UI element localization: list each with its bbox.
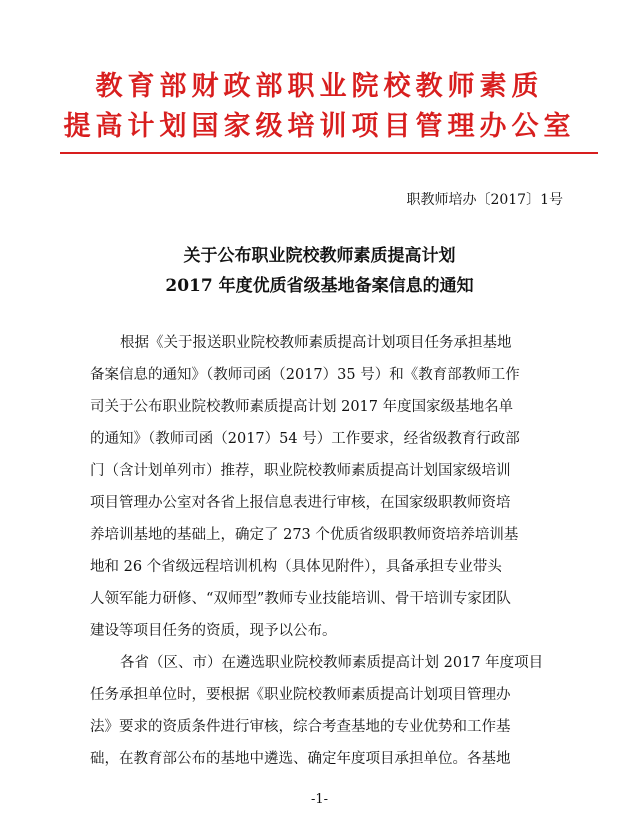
document-title-line-1: 关于公布职业院校教师素质提高计划 (183, 246, 456, 266)
body-line: 备案信息的通知》（教师司函（2017）35 号）和《教育部教师工作 (90, 367, 520, 383)
body-line: 的通知》（教师司函（2017）54 号）工作要求，经省级教育行政部 (90, 431, 520, 447)
body-line: 根据《关于报送职业院校教师素质提高计划项目任务承担基地 (120, 335, 512, 351)
body-line: 人领军能力研修、“双师型”教师专业技能培训、骨干培训专家团队 (90, 591, 511, 607)
body-line: 各省（区、市）在遴选职业院校教师素质提高计划 2017 年度项目 (120, 655, 544, 671)
letterhead-rule (60, 152, 598, 154)
body-line: 法》要求的资质条件进行审核，综合考查基地的专业优势和工作基 (90, 719, 511, 735)
letterhead-line-2: 提高计划国家级培训项目管理办公室 (63, 111, 576, 142)
body-line: 任务承担单位时，要根据《职业院校教师素质提高计划项目管理办 (90, 687, 511, 703)
body-line: 建设等项目任务的资质，现予以公布。 (90, 623, 337, 639)
body-line: 础，在教育部公布的基地中遴选、确定年度项目承担单位。各基地 (90, 751, 511, 767)
body-line: 地和 26 个省级远程培训机构（具体见附件），具备承担专业带头 (90, 559, 502, 575)
body-line: 项目管理办公室对各省上报信息表进行审核，在国家级职教师资培 (90, 495, 511, 511)
letterhead-line-1: 教育部财政部职业院校教师素质 (95, 71, 544, 102)
body-line: 养培训基地的基础上，确定了 273 个优质省级职教师资培养培训基 (90, 527, 519, 543)
body-line: 门（含计划单列市）推荐，职业院校教师素质提高计划国家级培训 (90, 463, 511, 479)
page-number: -1- (310, 792, 329, 807)
body-line: 司关于公布职业院校教师素质提高计划 2017 年度国家级基地名单 (90, 399, 514, 415)
document-number: 职教师培办〔2017〕1号 (406, 192, 563, 208)
document-title-line-2: 2017 年度优质省级基地备案信息的通知 (165, 276, 474, 296)
